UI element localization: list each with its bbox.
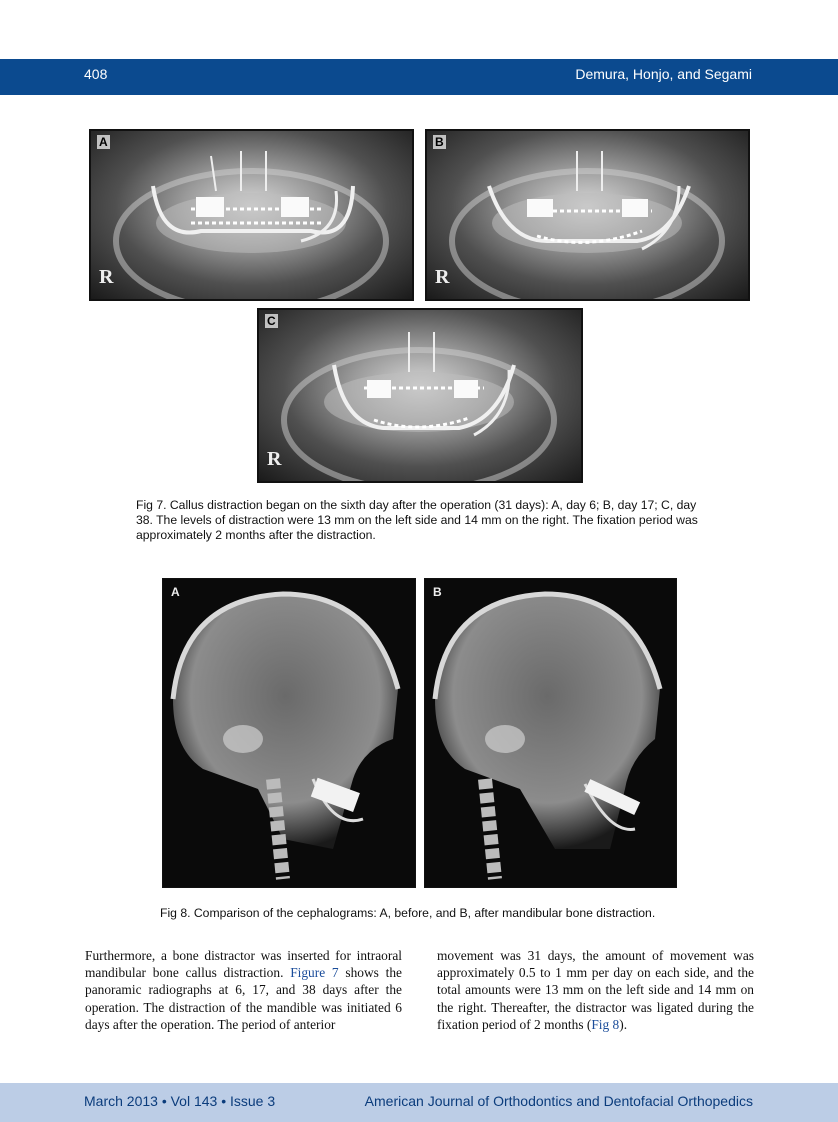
issue-info: March 2013 • Vol 143 • Issue 3 (84, 1093, 276, 1109)
fig8-panel-b (424, 578, 677, 888)
fig7-panel-a (89, 129, 414, 301)
side-marker: R (435, 266, 450, 288)
body-text: shows the panoramic radiographs at 6, 17, and 38 days after the operation. The distraction of the mandible was initiated 6 days after the operation. The period of anterior (85, 965, 402, 1032)
fig8-caption: Fig 8. Comparison of the cephalograms: A, before, and B, after mandibular bone distraction. (160, 906, 656, 920)
running-authors: Demura, Honjo, and Segami (575, 66, 752, 82)
fig7-panel-c (257, 308, 583, 483)
body-text: ). (619, 1016, 628, 1032)
panel-label: C (267, 314, 276, 328)
fig8-panel-a (162, 578, 416, 888)
body-text: Furthermore, a bone distractor was inserted for intraoral mandibular bone callus distraction. (85, 948, 402, 981)
body-column-left (85, 947, 402, 1033)
fig7-caption: Fig 7. Callus distraction began on the sixth day after the operation (31 days): A, day 6; B, day 17; C, day 38. The levels of distraction were 13 mm on the left side and 14 mm on the right. The fixation period was approximately 2 months after the distraction. (136, 498, 698, 542)
panoramic-xray-image (259, 310, 581, 481)
running-footer (0, 1083, 838, 1122)
body-text: movement was 31 days, the amount of movement was approximately 0.5 to 1 mm per day on each side, and the total amounts were 13 mm on the left side and 14 mm on the right. Thereafter, the distractor was ligated during the fixation period of 2 months ( (437, 948, 754, 1032)
panel-label: B (435, 135, 444, 149)
panoramic-xray-image (91, 131, 412, 299)
fig7-panel-b (425, 129, 750, 301)
panel-label: A (171, 585, 180, 599)
journal-name: American Journal of Orthodontics and Dentofacial Orthopedics (364, 1093, 753, 1109)
figure-8-link[interactable]: Fig 8 (591, 1016, 620, 1032)
panel-label: A (99, 135, 108, 149)
figure-7-link[interactable]: Figure 7 (290, 965, 339, 981)
cephalogram-image (425, 579, 676, 887)
page-number: 408 (84, 66, 108, 82)
panel-label: B (433, 585, 442, 599)
cephalogram-image (163, 579, 415, 887)
panoramic-xray-image (427, 131, 748, 299)
running-header (0, 59, 838, 95)
body-column-right (437, 947, 754, 1033)
side-marker: R (99, 266, 114, 288)
side-marker: R (267, 448, 282, 470)
